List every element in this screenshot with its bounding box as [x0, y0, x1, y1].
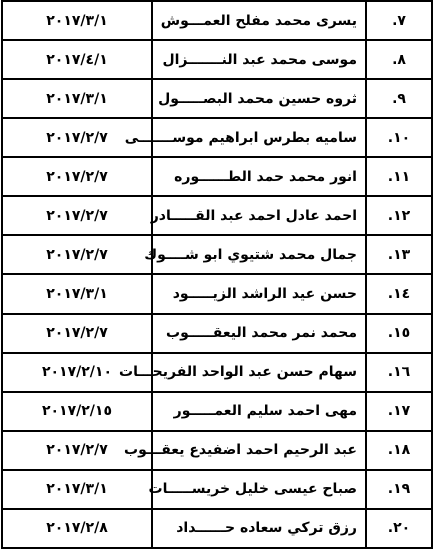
name-cell: ثروه حسين محمد البصـــــول: [152, 79, 366, 118]
name-cell: جمال محمد شتيوي ابو شــــوك: [152, 235, 366, 274]
number-cell: ٨.: [366, 40, 432, 79]
name-cell: انور محمد حمد الطــــــوره: [152, 157, 366, 196]
table-row: [2, 353, 432, 392]
table-row: [2, 118, 432, 157]
name-cell: صباح عيسى خليل خريســـــات: [152, 470, 366, 509]
name-cell: احمد عادل احمد عبد القـــــادر: [152, 196, 366, 235]
date-cell: ٢٠١٧/٢/٧: [2, 431, 152, 470]
number-cell: ١٥.: [366, 314, 432, 353]
number-cell: ١٣.: [366, 235, 432, 274]
name-cell: موسى محمد عبد النـــــــزال: [152, 40, 366, 79]
table-row: [2, 314, 432, 353]
name-cell: عبد الرحيم احمد اضفيدع يعقـــوب: [152, 431, 366, 470]
date-cell: ٢٠١٧/٢/٧: [2, 196, 152, 235]
date-cell: ٢٠١٧/٢/١٥: [2, 392, 152, 431]
table-row: [2, 431, 432, 470]
date-cell: ٢٠١٧/٤/١: [2, 40, 152, 79]
table-body: [2, 1, 432, 548]
number-cell: ١٠.: [366, 118, 432, 157]
names-dates-table: [1, 0, 433, 549]
date-cell: ٢٠١٧/٢/٧: [2, 157, 152, 196]
date-cell: ٢٠١٧/٣/١: [2, 470, 152, 509]
date-cell: ٢٠١٧/٢/١٠: [2, 353, 152, 392]
table-row: [2, 1, 432, 40]
date-cell: ٢٠١٧/٣/١: [2, 1, 152, 40]
date-cell: ٢٠١٧/٢/٨: [2, 509, 152, 548]
name-cell: مهى احمد سليم العمـــــور: [152, 392, 366, 431]
table-row: [2, 470, 432, 509]
table-row: [2, 79, 432, 118]
number-cell: ٧.: [366, 1, 432, 40]
table-row: [2, 509, 432, 548]
name-cell: محمد نمر محمد اليعقـــــوب: [152, 314, 366, 353]
date-cell: ٢٠١٧/٢/٧: [2, 235, 152, 274]
name-cell: حسن عيد الراشد الزيـــــود: [152, 274, 366, 313]
name-cell: ساميه بطرس ابراهيم موســـــــى: [152, 118, 366, 157]
number-cell: ٢٠.: [366, 509, 432, 548]
date-cell: ٢٠١٧/٢/٧: [2, 118, 152, 157]
number-cell: ٩.: [366, 79, 432, 118]
table-row: [2, 157, 432, 196]
number-cell: ١٨.: [366, 431, 432, 470]
name-cell: يسرى محمد مفلح العمـــوش: [152, 1, 366, 40]
name-cell: رزق تركي سعاده حــــــداد: [152, 509, 366, 548]
date-cell: ٢٠١٧/٣/١: [2, 274, 152, 313]
name-cell: سهام حسن عبد الواحد الفريحـــات: [152, 353, 366, 392]
number-cell: ١٧.: [366, 392, 432, 431]
number-cell: ١٦.: [366, 353, 432, 392]
date-cell: ٢٠١٧/٢/٧: [2, 314, 152, 353]
table-row: [2, 235, 432, 274]
table-row: [2, 392, 432, 431]
table-row: [2, 40, 432, 79]
table-row: [2, 274, 432, 313]
number-cell: ١٩.: [366, 470, 432, 509]
number-cell: ١٤.: [366, 274, 432, 313]
number-cell: ١٢.: [366, 196, 432, 235]
date-cell: ٢٠١٧/٣/١: [2, 79, 152, 118]
number-cell: ١١.: [366, 157, 432, 196]
table-row: [2, 196, 432, 235]
